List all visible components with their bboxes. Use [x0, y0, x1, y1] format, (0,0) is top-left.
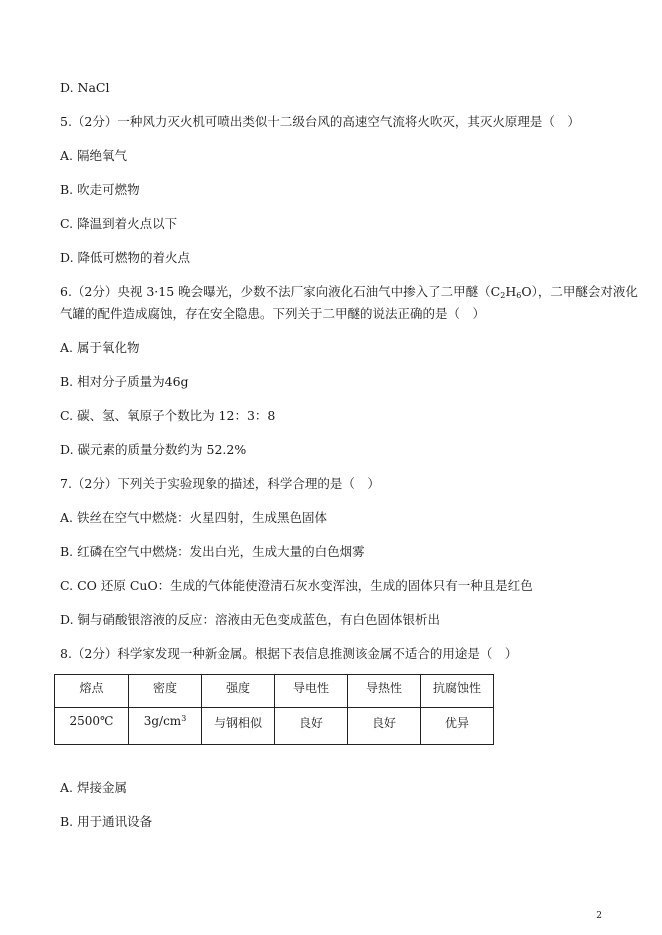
cell-conductivity: 良好 [275, 708, 348, 745]
cell-melting-point: 2500℃ [55, 708, 129, 745]
header-density: 密度 [129, 675, 202, 708]
q6-formula-h: H [505, 284, 517, 299]
cell-strength: 与钢相似 [202, 708, 275, 745]
q6-option-b: B. 相对分子质量为46g [60, 374, 189, 389]
q6-stem-line1 [60, 284, 638, 300]
q8-stem: 8.（2分）科学家发现一种新金属。根据下表信息推测该金属不适合的用途是（ ） [60, 646, 518, 661]
header-thermal: 导热性 [348, 675, 421, 708]
header-melting-point: 熔点 [55, 675, 129, 708]
q6-formula-o: O [521, 284, 532, 299]
q5-option-b: B. 吹走可燃物 [60, 182, 140, 197]
q6-stem-line2: 气罐的配件造成腐蚀，存在安全隐患。下列关于二甲醚的说法正确的是（ ） [60, 306, 486, 321]
cell-corrosion: 优异 [421, 708, 494, 745]
density-exponent: 3 [181, 714, 187, 723]
q6-option-a: A. 属于氧化物 [60, 340, 140, 355]
header-conductivity: 导电性 [275, 675, 348, 708]
q4-option-d: D. NaCl [60, 80, 110, 95]
q5-option-a: A. 隔绝氧气 [60, 148, 127, 163]
q5-option-c: C. 降温到着火点以下 [60, 216, 178, 231]
q5-option-d: D. 降低可燃物的着火点 [60, 250, 191, 265]
q5-stem: 5.（2分）一种风力灭火机可喷出类似十二级台风的高速空气流将火吹灭，其灭火原理是（ ） [60, 114, 580, 129]
table-header-row [55, 675, 494, 708]
cell-thermal: 良好 [348, 708, 421, 745]
q7-option-a: A. 铁丝在空气中燃烧：火星四射，生成黑色固体 [60, 510, 327, 525]
q7-stem: 7.（2分）下列关于实验现象的描述，科学合理的是（ ） [60, 476, 380, 491]
page-number: 2 [596, 911, 602, 921]
table-row [55, 708, 494, 745]
q6-option-c: C. 碳、氢、氧原子个数比为 12：3：8 [60, 408, 276, 423]
density-value: 3g/cm [143, 714, 182, 728]
q7-option-c: C. CO 还原 CuO：生成的气体能使澄清石灰水变浑浊，生成的固体只有一种且是红色 [60, 578, 533, 593]
cell-density [129, 708, 202, 745]
q6-formula-c-sub: 2 [500, 291, 506, 300]
header-corrosion: 抗腐蚀性 [421, 675, 494, 708]
q8-option-a: A. 焊接金属 [60, 780, 127, 795]
q6-formula-h-sub: 6 [516, 291, 522, 300]
q8-option-b: B. 用于通讯设备 [60, 814, 153, 829]
q6-formula-c: C [490, 284, 501, 299]
header-strength: 强度 [202, 675, 275, 708]
q6-option-d: D. 碳元素的质量分数约为 52.2% [60, 442, 247, 457]
q6-stem-part2: ），二甲醚会对液化 [531, 284, 638, 299]
metal-properties-table [54, 674, 494, 745]
q7-option-d: D. 铜与硝酸银溶液的反应：溶液由无色变成蓝色，有白色固体银析出 [60, 612, 441, 627]
q7-option-b: B. 红磷在空气中燃烧：发出白光，生成大量的白色烟雾 [60, 544, 365, 559]
q6-stem-part1: 6.（2分）央视 3·15 晚会曝光，少数不法厂家向液化石油气中掺入了二甲醚（ [60, 284, 491, 299]
